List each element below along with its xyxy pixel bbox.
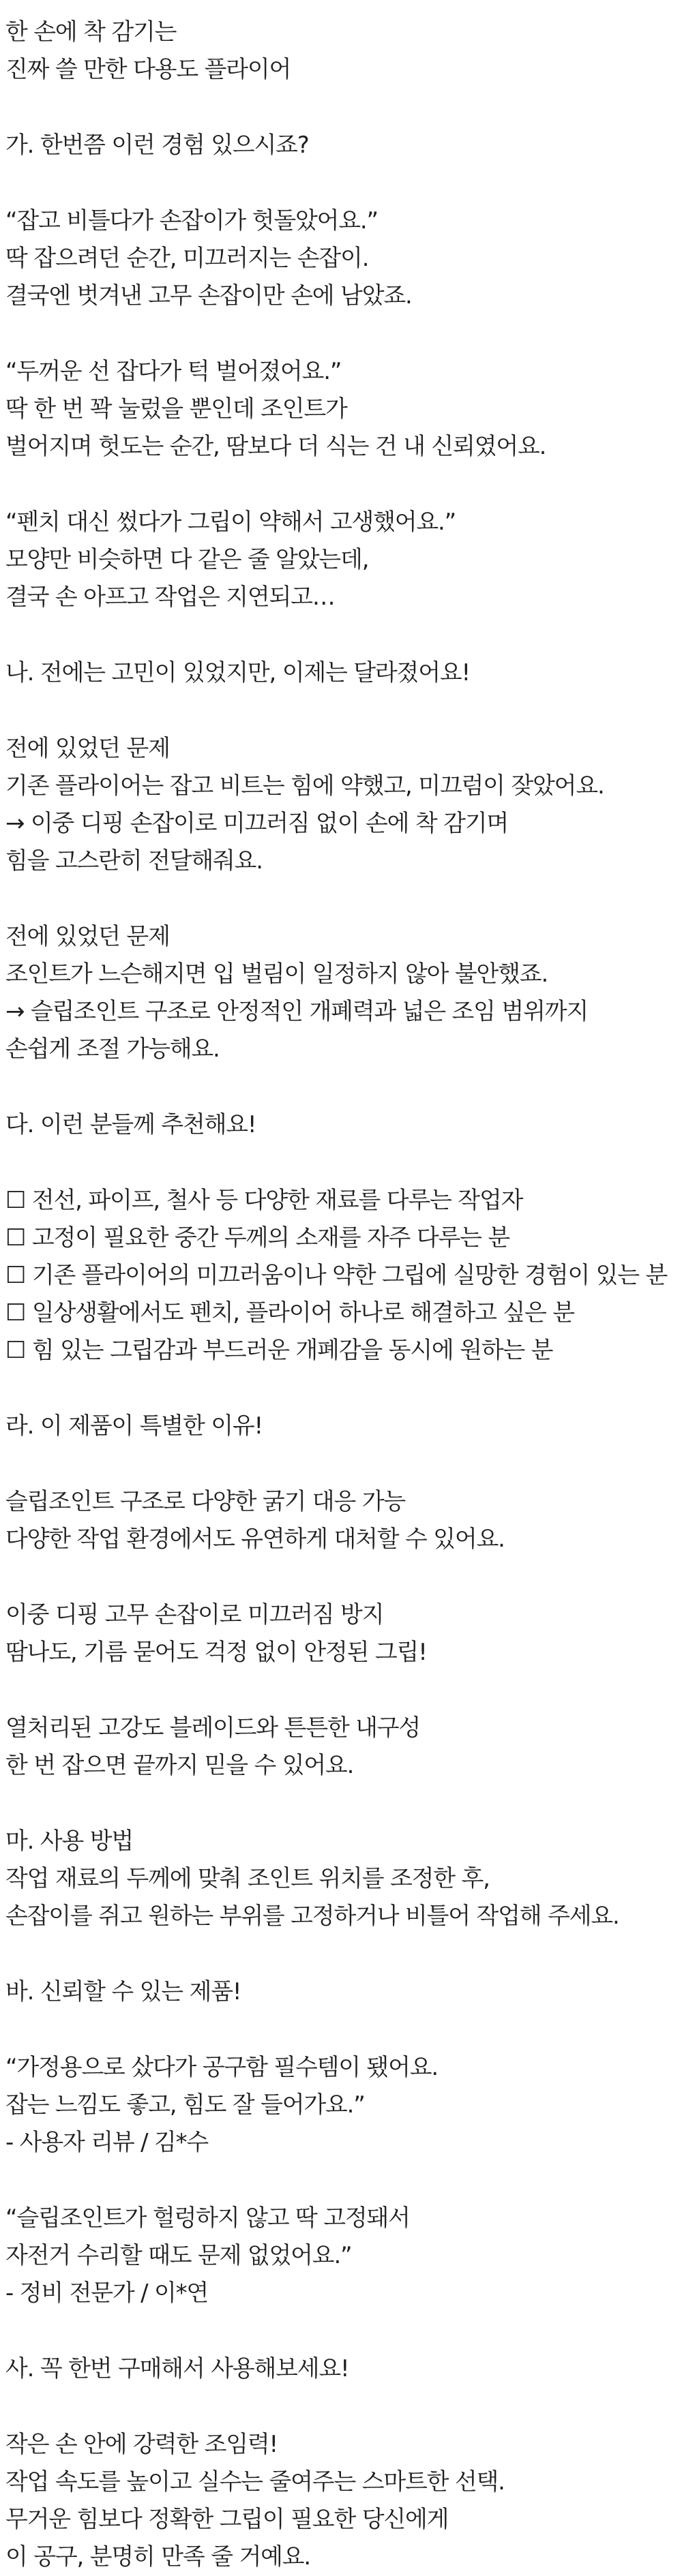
reason-line: 한 번 잡으면 끝까지 믿을 수 있어요. [5, 1752, 354, 1779]
checklist-item: ☐ 힘 있는 그립감과 부드러운 개폐감을 동시에 원하는 분 [5, 1337, 553, 1364]
usage-line: 작업 재료의 두께에 맞춰 조인트 위치를 조정한 후, [5, 1865, 490, 1892]
section-heading: 다. 이런 분들께 추천해요! [5, 1111, 256, 1138]
section-ra-heading-block [5, 1408, 677, 1445]
problem-line: 기존 플라이어는 잡고 비트는 힘에 약했고, 미끄럼이 잦았어요. [5, 772, 604, 800]
quote-line: “두꺼운 선 잡다가 턱 벌어졌어요.” [5, 358, 342, 385]
pain-quote-1 [5, 202, 677, 315]
review-line: “슬립조인트가 헐렁하지 않고 딱 고정돼서 [5, 2204, 410, 2232]
quote-line: 결국엔 벗겨낸 고무 손잡이만 손에 남았죠. [5, 282, 412, 309]
section-heading: 마. 사용 방법 [5, 1828, 134, 1855]
pain-quote-3 [5, 504, 677, 616]
section-na-heading-block [5, 654, 677, 692]
section-heading: 라. 이 제품이 특별한 이유! [5, 1412, 263, 1440]
section-ga-heading-block [5, 127, 677, 164]
section-da-heading-block [5, 1106, 677, 1144]
review-line: “가정용으로 샀다가 공구함 필수템이 됐어요. [5, 2054, 439, 2081]
review-2 [5, 2200, 677, 2312]
closing-line: 작은 손 안에 강력한 조임력! [5, 2431, 278, 2458]
quote-line: 벌어지며 헛도는 순간, 땀보다 더 식는 건 내 신뢰였어요. [5, 433, 546, 460]
solution-line: 힘을 고스란히 전달해줘요. [5, 847, 263, 875]
reason-line: 이중 디핑 고무 손잡이로 미끄러짐 방지 [5, 1601, 384, 1628]
section-heading: 사. 꼭 한번 구매해서 사용해보세요! [5, 2355, 349, 2382]
checklist-item: ☐ 기존 플라이어의 미끄러움이나 약한 그립에 실망한 경험이 있는 분 [5, 1262, 668, 1289]
usage-line: 손잡이를 쥐고 원하는 부위를 고정하거나 비틀어 작업해 주세요. [5, 1903, 619, 1930]
reason-2 [5, 1596, 677, 1671]
section-heading: 바. 신뢰할 수 있는 제품! [5, 1978, 241, 2005]
problem-2 [5, 918, 677, 1068]
checklist-item: ☐ 전선, 파이프, 철사 등 다양한 재료를 다루는 작업자 [5, 1187, 523, 1214]
problem-line: 조인트가 느슨해지면 입 벌림이 일정하지 않아 불안했죠. [5, 960, 548, 988]
review-1 [5, 2049, 677, 2162]
reason-3 [5, 1710, 677, 1785]
quote-line: 모양만 비슷하면 다 같은 줄 알았는데, [5, 546, 369, 573]
solution-line: → 슬립조인트 구조로 안정적인 개폐력과 넓은 조임 범위까지 [5, 998, 588, 1025]
quote-line: 딱 잡으려던 순간, 미끄러지는 손잡이. [5, 245, 369, 272]
title-line: 한 손에 착 감기는 [5, 18, 177, 46]
solution-line: → 이중 디핑 손잡이로 미끄러짐 없이 손에 착 감기며 [5, 810, 509, 837]
reason-line: 슬립조인트 구조로 다양한 굵기 대응 가능 [5, 1488, 405, 1515]
recommendation-checklist [5, 1182, 677, 1369]
product-description-document [5, 14, 677, 2576]
quote-line: “펜치 대신 썼다가 그립이 약해서 고생했어요.” [5, 509, 456, 536]
solution-line: 손쉽게 조절 가능해요. [5, 1035, 220, 1063]
closing-line: 무거운 힘보다 정확한 그립이 필요한 당신에게 [5, 2506, 449, 2533]
review-author: - 정비 전문가 / 이*연 [5, 2279, 209, 2307]
problem-label: 전에 있었던 문제 [5, 923, 170, 950]
section-ba-heading-block [5, 1973, 677, 2011]
closing-statement [5, 2426, 677, 2576]
quote-line: “잡고 비틀다가 손잡이가 헛돌았어요.” [5, 207, 378, 234]
reason-line: 땀나도, 기름 묻어도 걱정 없이 안정된 그립! [5, 1639, 427, 1666]
section-sa-heading-block [5, 2350, 677, 2388]
section-heading: 나. 전에는 고민이 있었지만, 이제는 달라졌어요! [5, 659, 470, 686]
reason-1 [5, 1483, 677, 1558]
section-heading: 가. 한번쯤 이런 경험 있으시죠? [5, 132, 309, 159]
closing-line: 작업 속도를 높이고 실수는 줄여주는 스마트한 선택. [5, 2468, 505, 2496]
review-line: 잡는 느낌도 좋고, 힘도 잘 들어가요.” [5, 2091, 365, 2119]
pain-quote-2 [5, 353, 677, 466]
reason-line: 다양한 작업 환경에서도 유연하게 대처할 수 있어요. [5, 1526, 505, 1553]
review-line: 자전거 수리할 때도 문제 없었어요.” [5, 2242, 352, 2269]
review-author: - 사용자 리뷰 / 김*수 [5, 2129, 209, 2156]
quote-line: 결국 손 아프고 작업은 지연되고… [5, 584, 335, 611]
usage-instructions [5, 1823, 677, 1935]
closing-line: 이 공구, 분명히 만족 줄 거예요. [5, 2543, 310, 2571]
checklist-item: ☐ 일상생활에서도 펜치, 플라이어 하나로 해결하고 싶은 분 [5, 1299, 574, 1327]
reason-line: 열처리된 고강도 블레이드와 튼튼한 내구성 [5, 1714, 421, 1742]
problem-label: 전에 있었던 문제 [5, 735, 170, 762]
problem-1 [5, 730, 677, 880]
title-block [5, 14, 677, 89]
quote-line: 딱 한 번 꽉 눌렀을 뿐인데 조인트가 [5, 395, 347, 423]
title-line: 진짜 쓸 만한 다용도 플라이어 [5, 56, 291, 83]
checklist-item: ☐ 고정이 필요한 중간 두께의 소재를 자주 다루는 분 [5, 1224, 510, 1252]
